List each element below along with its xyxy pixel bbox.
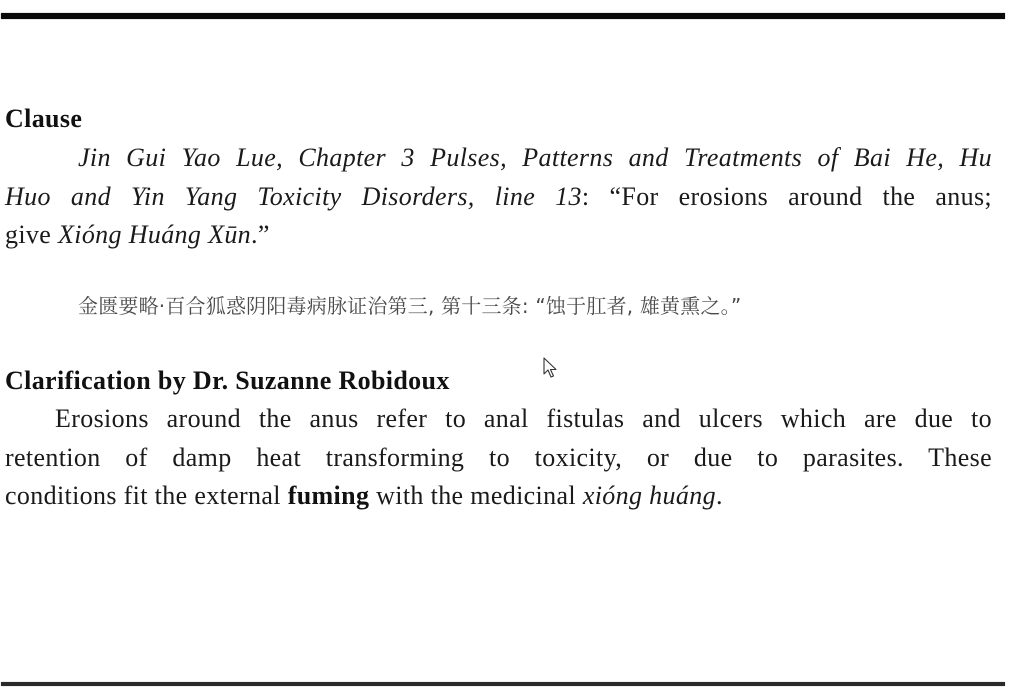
clarification-text: retention of damp heat transforming to toxicity, or due to parasites. These bbox=[5, 443, 992, 472]
emphasis-fuming: fuming bbox=[287, 481, 370, 510]
clause-text-end: .” bbox=[251, 220, 270, 249]
clarification-text: conditions fit the external bbox=[5, 481, 288, 510]
clause-text-give: give bbox=[5, 220, 59, 249]
clarification-text: Erosions around the anus refer to anal fistulas and ulcers which are due to bbox=[55, 404, 992, 433]
clarification-line-3 bbox=[5, 481, 992, 511]
clause-line-3 bbox=[5, 220, 992, 250]
clause-heading bbox=[5, 104, 992, 134]
clarification-text-end: . bbox=[715, 481, 723, 510]
source-citation: Jin Gui Yao Lue, Chapter 3 Pulses, Patterns and Treatments of Bai He, Hu bbox=[78, 143, 992, 172]
mouse-pointer-icon bbox=[543, 357, 557, 379]
source-citation-cont: Huo and Yin Yang Toxicity Disorders, line 13 bbox=[5, 182, 582, 211]
clarification-heading-text: Clarification by Dr. Suzanne Robidoux bbox=[5, 366, 450, 395]
clarification-text: with the medicinal bbox=[369, 481, 583, 510]
clause-line-1 bbox=[78, 143, 992, 173]
clarification-line-2 bbox=[5, 443, 992, 473]
chinese-original-text: 金匮要略·百合狐惑阴阳毒病脉证治第三, 第十三条: “蚀于肛者, 雄黄熏之。” bbox=[78, 294, 742, 318]
herb-name-xiong-huang: xióng huáng bbox=[582, 481, 716, 510]
clause-quote-text: : “For erosions around the anus; bbox=[581, 182, 993, 211]
clause-line-2 bbox=[5, 182, 992, 212]
clause-heading-text: Clause bbox=[5, 104, 83, 133]
bottom-horizontal-rule bbox=[1, 682, 1005, 686]
clarification-line-1 bbox=[55, 404, 992, 434]
top-horizontal-rule bbox=[1, 13, 1005, 19]
herb-formula-name: Xióng Huáng Xūn bbox=[58, 220, 252, 249]
clarification-heading bbox=[5, 366, 992, 396]
